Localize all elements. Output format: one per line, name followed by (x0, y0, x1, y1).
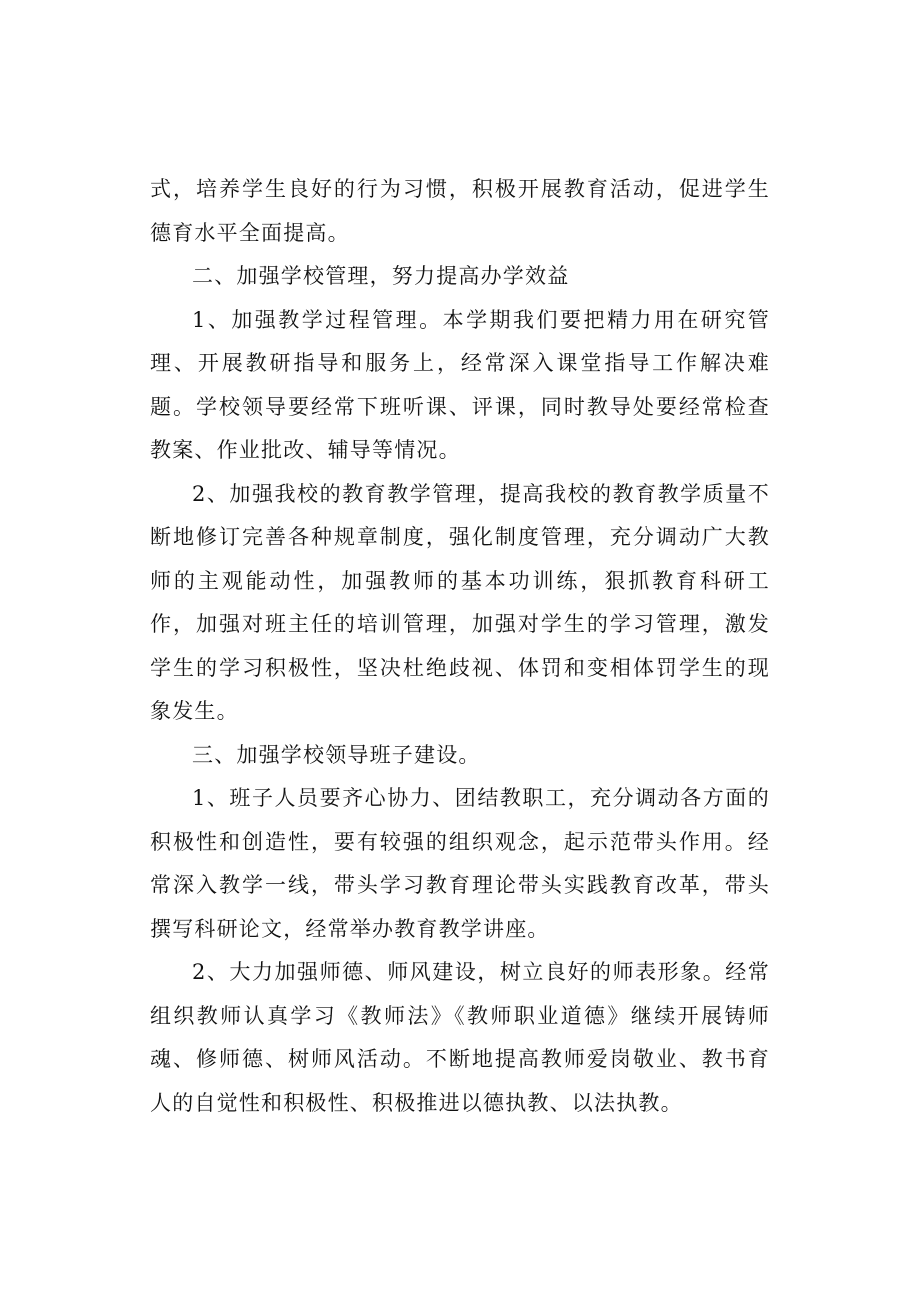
paragraph-2-2: 2、加强我校的教育教学管理，提高我校的教育教学质量不断地修订完善各种规章制度，强化制度管理，充分调动广大教师的主观能动性，加强教师的基本功训练，狠抓教育科研工作，加强对班主任的培训管理，加强对学生的学习管理，激发学生的学习积极性，坚决杜绝歧视、体罚和变相体罚学生的现象发生。 (150, 481, 770, 723)
section-heading-2: 二、加强学校管理，努力提高办学效益 (192, 264, 570, 288)
paragraph-continuation: 式，培养学生良好的行为习惯，积极开展教育活动，促进学生德育水平全面提高。 (150, 177, 770, 245)
paragraph-3-2: 2、大力加强师德、师风建设，树立良好的师表形象。经常组织教师认真学习《教师法》《教师职业道德》继续开展铸师魂、修师德、树师风活动。不断地提高教师爱岗敬业、教书育人的自觉性和积极性、积极推进以德执教、以法执教。 (150, 960, 770, 1115)
paragraph-3-1: 1、班子人员要齐心协力、团结教职工，充分调动各方面的积极性和创造性，要有较强的组织观念，起示范带头作用。经常深入教学一线，带头学习教育理论带头实践教育改革，带头撰写科研论文，经常举办教育教学讲座。 (150, 786, 770, 941)
paragraph-2-1: 1、加强教学过程管理。本学期我们要把精力用在研究管理、开展教研指导和服务上，经常深入课堂指导工作解决难题。学校领导要经常下班听课、评课，同时教导处要经常检查教案、作业批改、辅导等情况。 (150, 307, 770, 462)
document-body (150, 168, 770, 1125)
section-heading-3: 三、加强学校领导班子建设。 (192, 742, 481, 767)
